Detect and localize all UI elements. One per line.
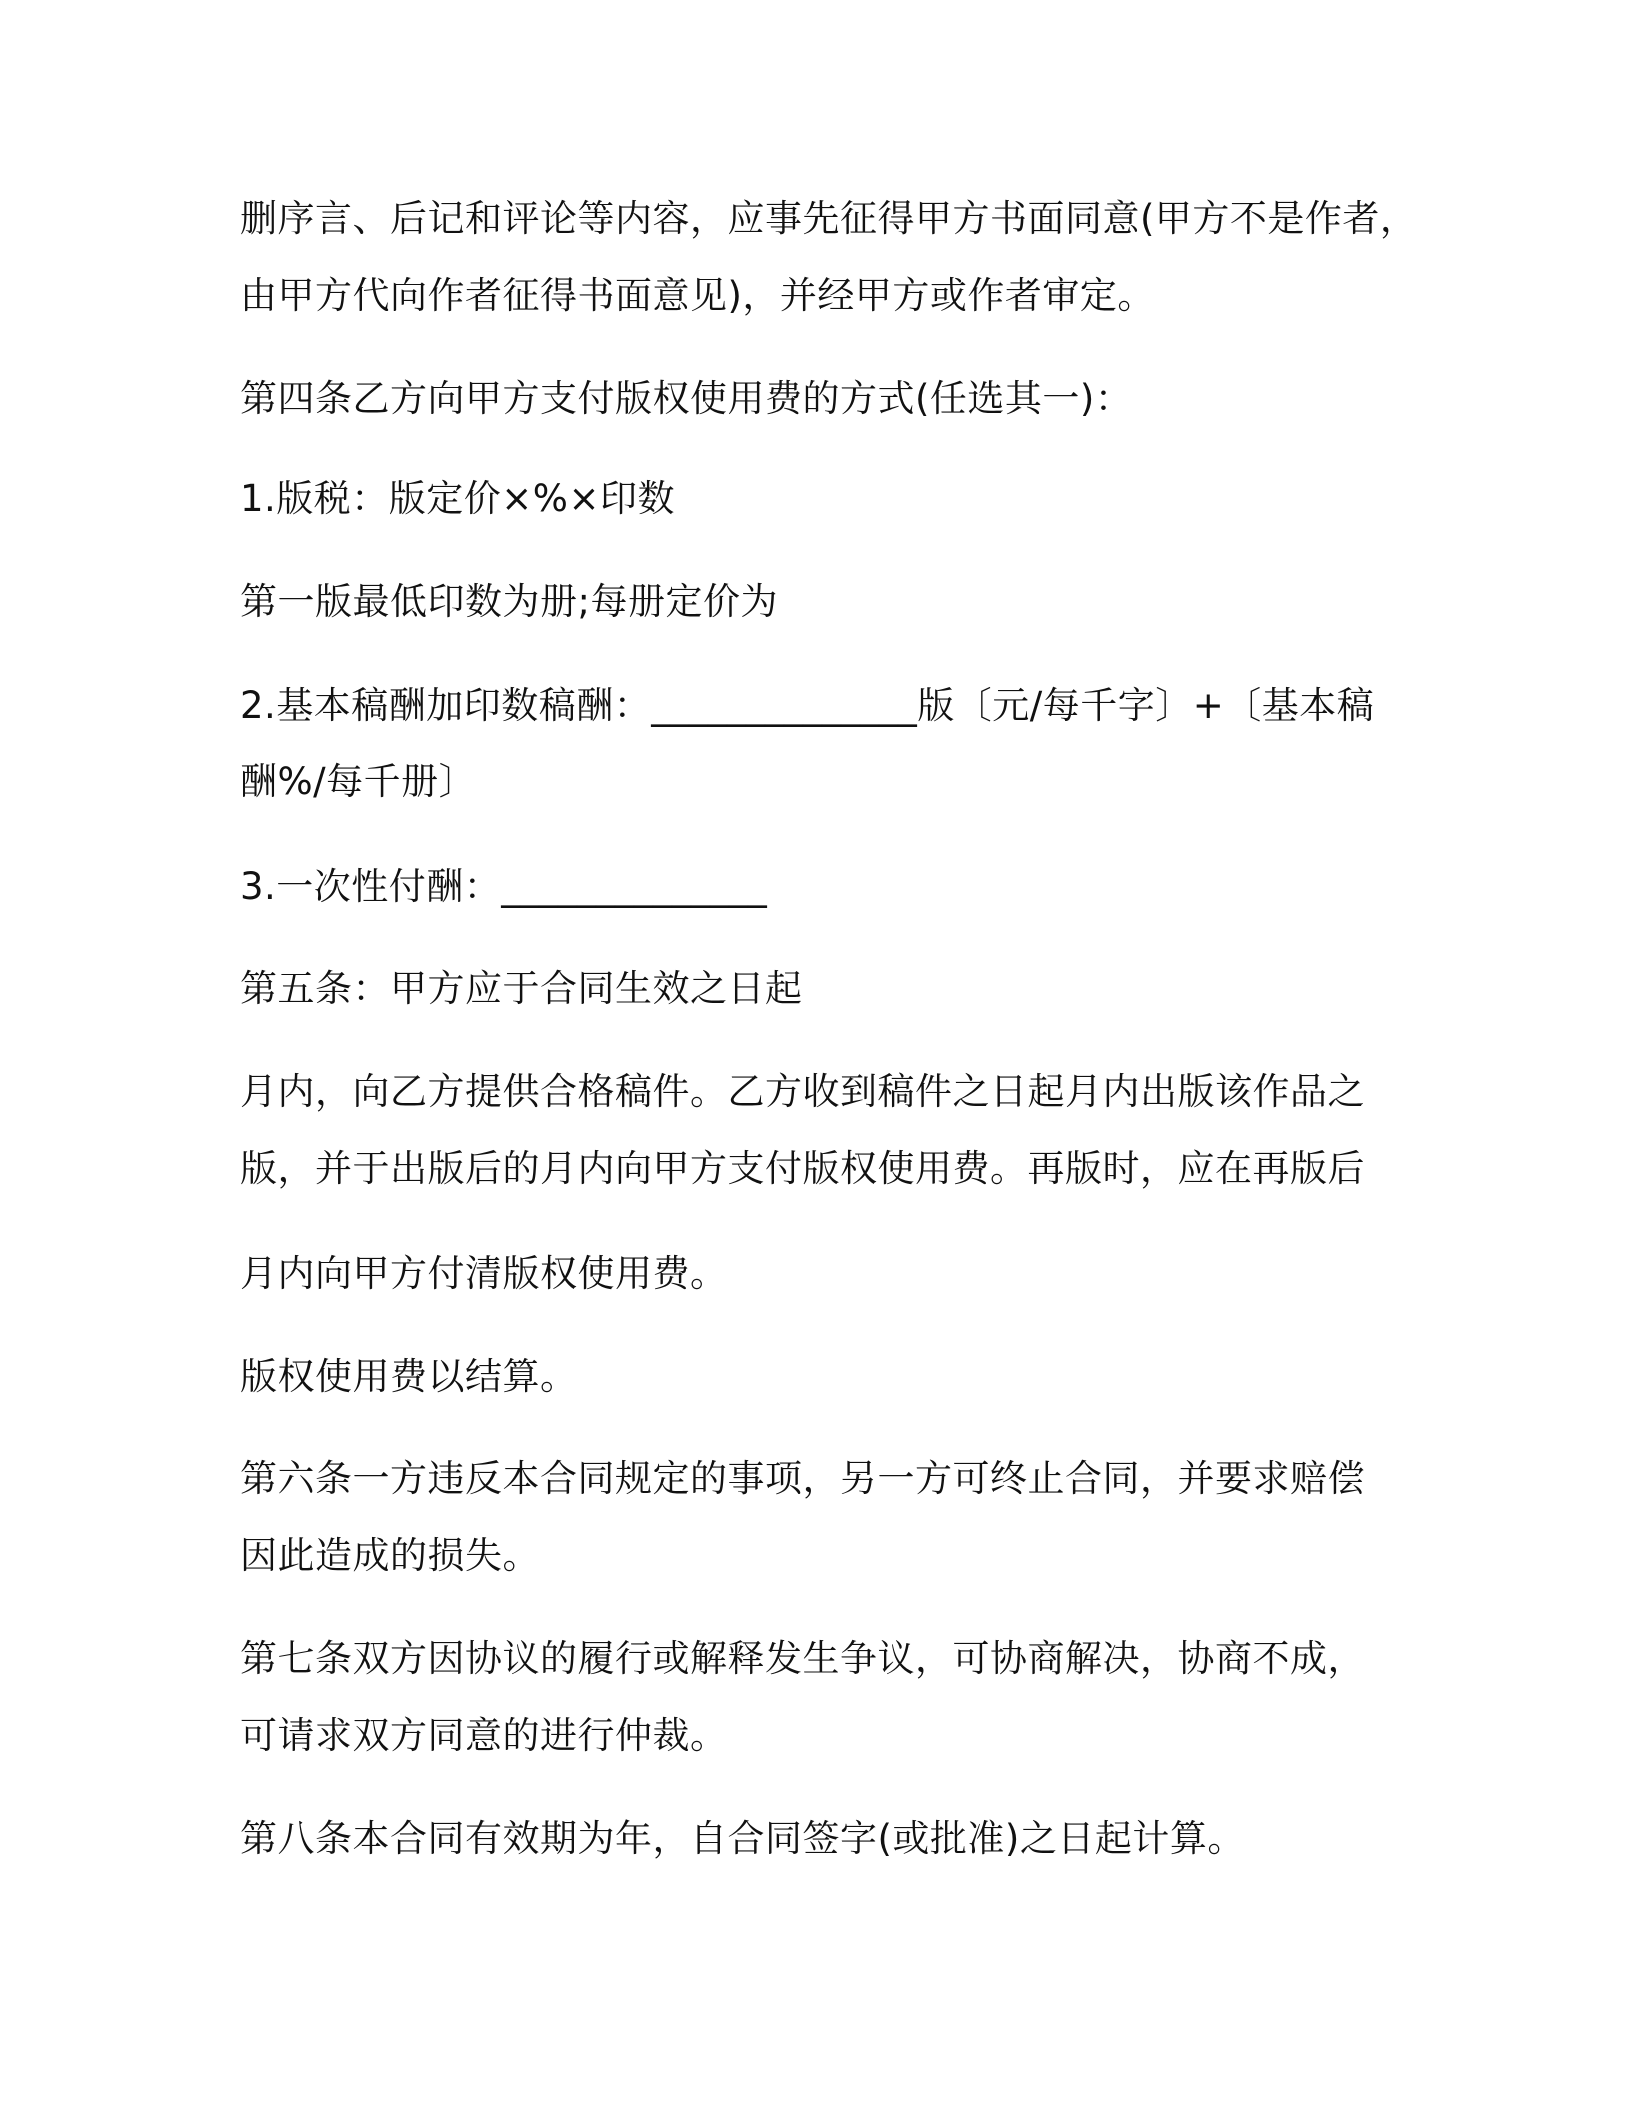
clause-6-heading: 第六条一方违反本合同规定的事项，另一方可终止合同，并要求赔偿 (240, 1457, 1365, 1500)
text-line: 可请求双方同意的进行仲裁。 (240, 1714, 728, 1757)
text-line: 版权使用费以结算。 (240, 1355, 578, 1398)
clause-5-heading: 第五条：甲方应于合同生效之日起 (240, 967, 803, 1010)
option-3-lump-sum: 3.一次性付酬：______________ (240, 865, 768, 908)
clause-4-heading: 第四条乙方向甲方支付版权使用费的方式(任选其一)： (240, 377, 1133, 420)
text-line: 月内向甲方付清版权使用费。 (240, 1252, 728, 1295)
text-line: 酬%/每千册〕 (240, 760, 477, 803)
option-1-royalty: 1.版税：版定价×%×印数 (240, 477, 675, 520)
text-line: 删序言、后记和评论等内容，应事先征得甲方书面同意(甲方不是作者， (240, 197, 1418, 240)
text-line: 版，并于出版后的月内向甲方支付版权使用费。再版时，应在再版后 (240, 1147, 1365, 1190)
text-line: 因此造成的损失。 (240, 1534, 540, 1577)
text-line: 第一版最低印数为册;每册定价为 (240, 580, 778, 623)
text-line: 月内，向乙方提供合格稿件。乙方收到稿件之日起月内出版该作品之 (240, 1070, 1365, 1113)
clause-8-heading: 第八条本合同有效期为年，自合同签字(或批准)之日起计算。 (240, 1817, 1245, 1860)
text-line: 由甲方代向作者征得书面意见)，并经甲方或作者审定。 (240, 274, 1155, 317)
clause-7-heading: 第七条双方因协议的履行或解释发生争议，可协商解决，协商不成， (240, 1637, 1365, 1680)
option-2-base-fee: 2.基本稿酬加印数稿酬：______________版〔元/每千字〕+〔基本稿 (240, 684, 1375, 727)
